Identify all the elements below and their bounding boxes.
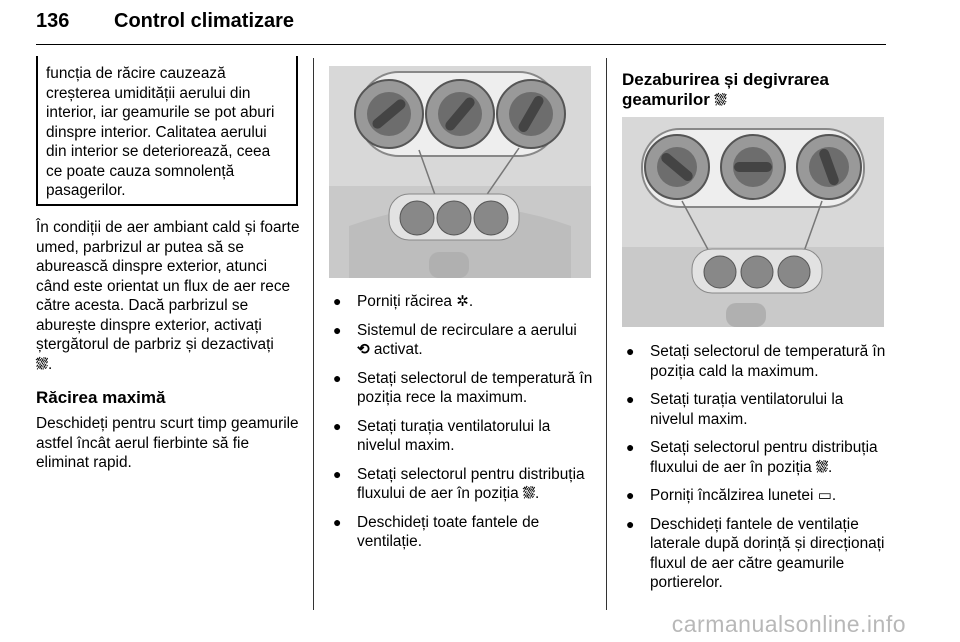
right-column-body — [622, 342, 888, 602]
section-heading-defog: Dezaburirea și degivrarea geamurilor ⛆ — [622, 70, 829, 109]
bullet-icon: ● — [333, 369, 342, 386]
middle-column-body — [329, 292, 595, 561]
defog-steps-list — [622, 342, 888, 593]
column-divider-left — [313, 58, 314, 610]
bullet-icon: ● — [333, 417, 342, 434]
left-column-body — [36, 218, 302, 473]
windshield-defrost-icon: ⛆ — [714, 92, 727, 109]
humidity-paragraph — [36, 218, 302, 374]
bullet-icon: ● — [626, 391, 635, 407]
bullet-icon: ● — [333, 321, 342, 338]
climate-panel-photo-cooling — [329, 66, 591, 278]
list-item: ● Porniți încălzirea lunetei ▭. — [626, 487, 837, 504]
list-item: ● Setați selectorul de temperatură în poziția rece la maximum. — [333, 369, 593, 406]
bullet-icon: ● — [626, 487, 635, 503]
bullet-icon: ● — [626, 439, 635, 455]
bullet-icon: ● — [626, 515, 635, 532]
list-item: ● Setați turația ventilatorului la nivelul maxim. — [333, 417, 551, 454]
bullet-icon: ● — [333, 465, 342, 482]
section-heading-max-cooling: Răcirea maximă — [36, 388, 166, 407]
warning-text: funcția de răcire cauzează creșterea umidității aerului din interior, iar geamurile se pot aburi dinspre interior. Calitatea aerului din interior se deteriorează, ceea ce poate cauza somnolență pasagerilor. — [46, 65, 275, 199]
right-column-heading — [622, 70, 884, 111]
list-item: ● Porniți răcirea ✲. — [333, 293, 474, 310]
bullet-icon: ● — [333, 293, 342, 309]
list-item: ● Setați selectorul de temperatură în poziția cald la maximum. — [626, 343, 886, 380]
cooling-steps-list — [329, 292, 595, 552]
bullet-icon: ● — [333, 513, 342, 530]
bullet-icon: ● — [626, 343, 635, 359]
humidity-paragraph-end: . — [48, 355, 53, 373]
windshield-defrost-icon: ⛆ — [815, 458, 828, 476]
climate-panel-photo-defog — [622, 117, 884, 327]
page-header — [36, 8, 886, 45]
page-title: Control climatizare — [114, 10, 295, 32]
list-item: ● Setați turația ventilatorului la nivelul maxim. — [626, 391, 844, 428]
page-number: 136 — [36, 10, 70, 32]
warning-box — [36, 56, 298, 206]
list-item: ● Sistemul de recirculare a aerului ⟲ activat. — [333, 321, 577, 358]
recirculation-icon: ⟲ — [357, 341, 370, 358]
list-item: ● Deschideți fantele de ventilație laterale după dorință și direcționați fluxul de aer către geamurile portierelor. — [626, 515, 885, 591]
max-cooling-text: Deschideți pentru scurt timp geamurile astfel încât aerul fierbinte să fie eliminat rapid. — [36, 415, 299, 471]
ac-snowflake-icon: ✲ — [456, 293, 469, 310]
list-item: ● Deschideți toate fantele de ventilație. — [333, 513, 540, 550]
watermark: carmanualsonline.info — [671, 611, 906, 637]
list-item: ● Setați selectorul pentru distribuția fluxului de aer în poziția ⛆. — [333, 465, 585, 502]
list-item: ● Setați selectorul pentru distribuția fluxului de aer în poziția ⛆. — [626, 439, 878, 476]
rear-window-heat-icon: ▭ — [817, 487, 832, 504]
humidity-paragraph-text: În condiții de aer ambiant cald și foarte umed, parbrizul ar putea să se aburească dinspre exterior, atunci când este orientat un flux de aer rece către acesta. Dacă parbrizul se aburește dinspre exterior, activați ștergătorul de parbriz și dezactivați — [36, 219, 300, 353]
windshield-defrost-icon: ⛆ — [36, 355, 49, 373]
column-divider-right — [606, 58, 607, 610]
airflow-distribution-icon: ⛆ — [522, 485, 535, 502]
